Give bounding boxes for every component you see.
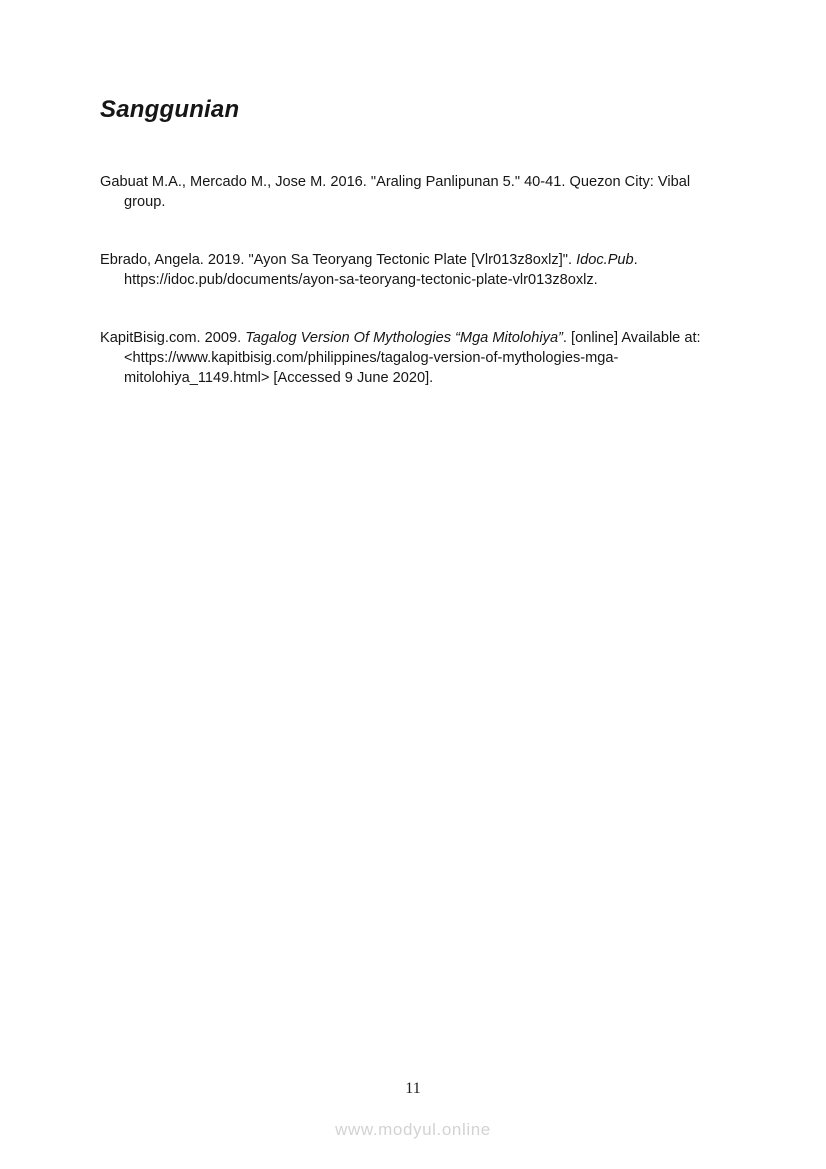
reference-text: Ebrado, Angela. 2019. "Ayon Sa Teoryang Tectonic Plate [Vlr013z8oxlz]". <box>100 252 577 268</box>
reference-text-italic: Idoc.Pub <box>576 252 634 268</box>
reference-text: Gabuat M.A., Mercado M., Jose M. 2016. "Araling Panlipunan 5." 40-41. Quezon City: Vibal group. <box>100 174 691 210</box>
reference-text-italic: Tagalog Version Of Mythologies “Mga Mitolohiya” <box>245 330 563 346</box>
reference-text: . https://idoc.pub/documents/ayon-sa-teoryang-tectonic-plate-vlr013z8oxlz. <box>124 252 638 288</box>
reference-entry <box>100 172 728 212</box>
page-number: 11 <box>405 1080 421 1097</box>
reference-entry <box>100 250 728 290</box>
watermark: www.modyul.online <box>335 1120 491 1139</box>
reference-text: . [online] Available at: <https://www.kapitbisig.com/philippines/tagalog-version-of-mythologies-mga-mitolohiya_1149.html> [Accessed 9 June 2020]. <box>124 330 701 386</box>
reference-list <box>100 172 728 426</box>
section-title: Sanggunian <box>100 96 240 123</box>
reference-text: KapitBisig.com. 2009. <box>100 330 246 346</box>
reference-entry <box>100 328 728 388</box>
